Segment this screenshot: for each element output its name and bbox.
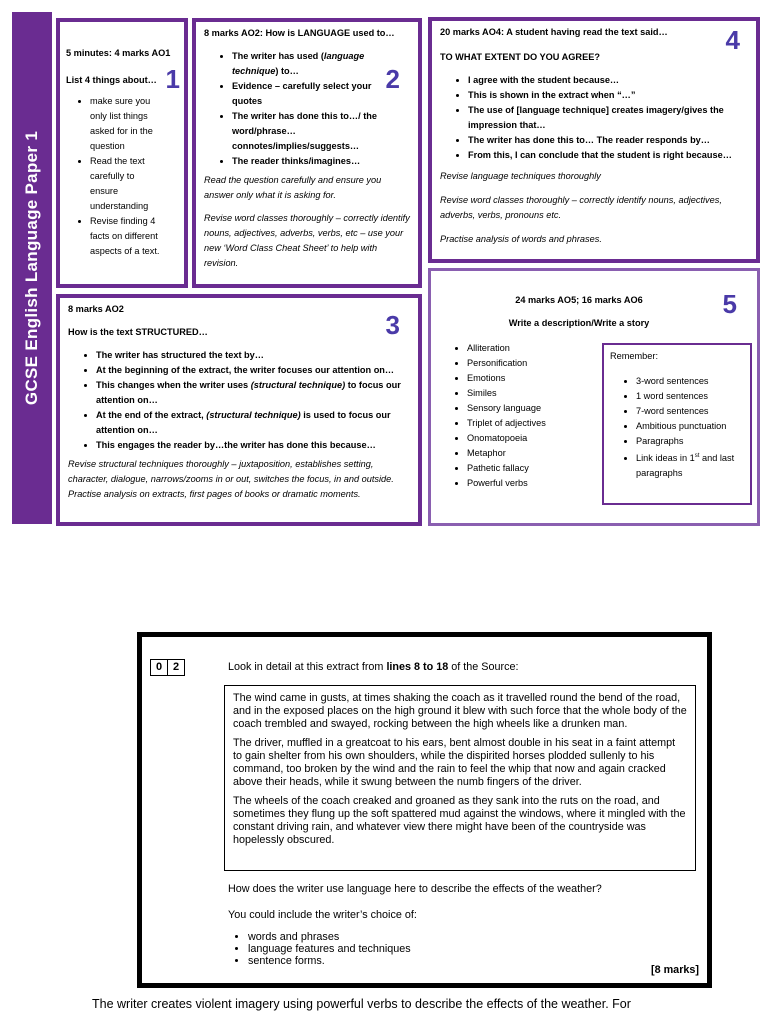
list-item: • 1 word sentences (636, 389, 744, 404)
section-number: 2 (385, 64, 400, 94)
marks-label: [8 marks] (650, 964, 699, 976)
list-item: • The writer has structured the text by… (96, 348, 412, 363)
list-item: • Pathetic fallacy (467, 461, 749, 476)
section-number: 4 (725, 25, 740, 55)
list-item: • The writer has done this to…/ the word/phrase… connotes/implies/suggests… (232, 109, 382, 154)
list-item: • Revise finding 4 facts on different aspects of a text. (90, 214, 160, 259)
extract-paragraph: The driver, muffled in a greatcoat to his ears, bent almost double in his seat in a faint attempt to gain shelter from his own shoulders, while the dispirited horses plodded sullenly to his command, too broken by the wind and the rain to feel the whip that now and again cracked above their heads, while it swung between the numb fingers of the driver. (233, 737, 676, 788)
answer-start-text: The writer creates violent imagery using powerful verbs to describe the effects of the weather. For (92, 997, 631, 1011)
list-item: • Personification (467, 356, 749, 371)
extract-paragraph: The wheels of the coach creaked and groaned as they sank into the ruts on the road, and sometimes they flung up the soft spattered mud against the windows, where it mingled with the constant driving rain, and whatever view there might have been of the countryside was hopelessly obscured. (233, 795, 686, 846)
include-list (228, 931, 411, 967)
section-subheading: List 4 things about… (66, 75, 157, 85)
list-item: • This engages the reader by…the writer has done this because… (96, 438, 412, 453)
list-item: • Similes (467, 386, 749, 401)
list-item: • This changes when the writer uses (structural technique) to focus our attention on… (96, 378, 412, 408)
list-item: • The reader thinks/imagines… (232, 154, 382, 169)
list-item: • The writer has done this to… The reader responds by… (468, 133, 748, 148)
list-item: • 7-word sentences (636, 404, 744, 419)
revision-note: Revise language techniques thoroughly (440, 171, 601, 181)
list-item: • Powerful verbs (467, 476, 749, 491)
section-3-box (56, 294, 422, 526)
question-prompt: Look in detail at this extract from lines 8 to 18 of the Source: (228, 661, 519, 673)
extract-paragraph: The wind came in gusts, at times shaking the coach as it travelled round the bend of the road, and in the exposed places on the high ground it blew with such force that the whole body of the coach trembled and swayed, rocking between the high wheels like a drunken man. (233, 692, 687, 730)
list-item: • Triplet of adjectives (467, 416, 749, 431)
list-item: • Paragraphs (636, 434, 744, 449)
list-item: • From this, I can conclude that the student is right because… (468, 148, 748, 163)
list-item: • Metaphor (467, 446, 749, 461)
list-item: • Link ideas in 1st and last paragraphs (636, 449, 744, 481)
section-heading: 8 marks AO2: How is LANGUAGE used to… (204, 28, 395, 38)
remember-title: Remember: (610, 351, 658, 361)
remember-box (602, 343, 752, 505)
list-item: • make sure you only list things asked for in the question (90, 94, 160, 154)
list-item: • The writer has used (language technique) to… (232, 49, 382, 79)
section-number: 3 (385, 310, 400, 340)
list-item: • Sensory language (467, 401, 749, 416)
section-subheading: How is the text STRUCTURED… (68, 327, 208, 337)
section-1-box (56, 18, 188, 288)
list-item: • At the end of the extract, (structural technique) is used to focus our attention on… (96, 408, 412, 438)
list-item: • Evidence – carefully select your quotes (232, 79, 382, 109)
include-text: You could include the writer’s choice of: (228, 909, 417, 921)
list-item: • I agree with the student because… (468, 73, 748, 88)
revision-note: Read the question carefully and ensure you answer only what it is asking for. (204, 175, 382, 200)
section-subheading: Write a description/Write a story (508, 318, 650, 328)
section-heading: 20 marks AO4: A student having read the text said… (440, 27, 668, 37)
list-item: • language features and techniques (248, 943, 411, 955)
section-subheading: TO WHAT EXTENT DO YOU AGREE? (440, 52, 600, 62)
list-item: • words and phrases (248, 931, 411, 943)
question-text: How does the writer use language here to describe the effects of the weather? (228, 883, 602, 895)
revision-note: Revise structural techniques thoroughly – juxtaposition, establishes setting, character, dialogue, narrows/zooms in or out, switches the focus, in and outside. Practise analysis on extracts, first pages of books or dramatic moments. (68, 459, 394, 499)
list-item: • The use of [language technique] creates imagery/gives the impression that… (468, 103, 748, 133)
question-number: 0 2 (150, 659, 185, 676)
list-item: • Emotions (467, 371, 749, 386)
list-item: • This is shown in the extract when “…” (468, 88, 748, 103)
section-number: 5 (722, 289, 737, 319)
section-4-box (428, 17, 760, 263)
section-heading: 5 minutes: 4 marks AO1 (66, 48, 171, 58)
revision-note: Practise analysis of words and phrases. (440, 234, 602, 244)
section-2-box (192, 18, 422, 288)
section-heading: 24 marks AO5; 16 marks AO6 (515, 295, 643, 305)
source-extract (224, 685, 696, 871)
revision-note: Revise word classes thoroughly – correctly identify nouns, adjectives, adverbs, verbs, etc – use your new ‘Word Class Cheat Sheet’ to help with revision. (204, 213, 410, 268)
list-item: • Read the text carefully to ensure understanding (90, 154, 160, 214)
list-item: • Ambitious punctuation (636, 419, 744, 434)
sidebar-title: GCSE English Language Paper 1 (22, 130, 41, 406)
section-heading: 8 marks AO2 (68, 304, 124, 314)
exam-question-panel (137, 632, 712, 988)
revision-note: Revise word classes thoroughly – correctly identify nouns, adjectives, adverbs, verbs, pronouns etc. (440, 195, 722, 220)
sidebar-banner (12, 12, 52, 524)
list-item: • sentence forms. (248, 955, 411, 967)
section-5-box (428, 268, 760, 526)
section-number: 1 (165, 64, 180, 94)
list-item: • Alliteration (467, 341, 749, 356)
list-item: • Onomatopoeia (467, 431, 749, 446)
list-item: • 3-word sentences (636, 374, 744, 389)
list-item: • At the beginning of the extract, the writer focuses our attention on… (96, 363, 412, 378)
